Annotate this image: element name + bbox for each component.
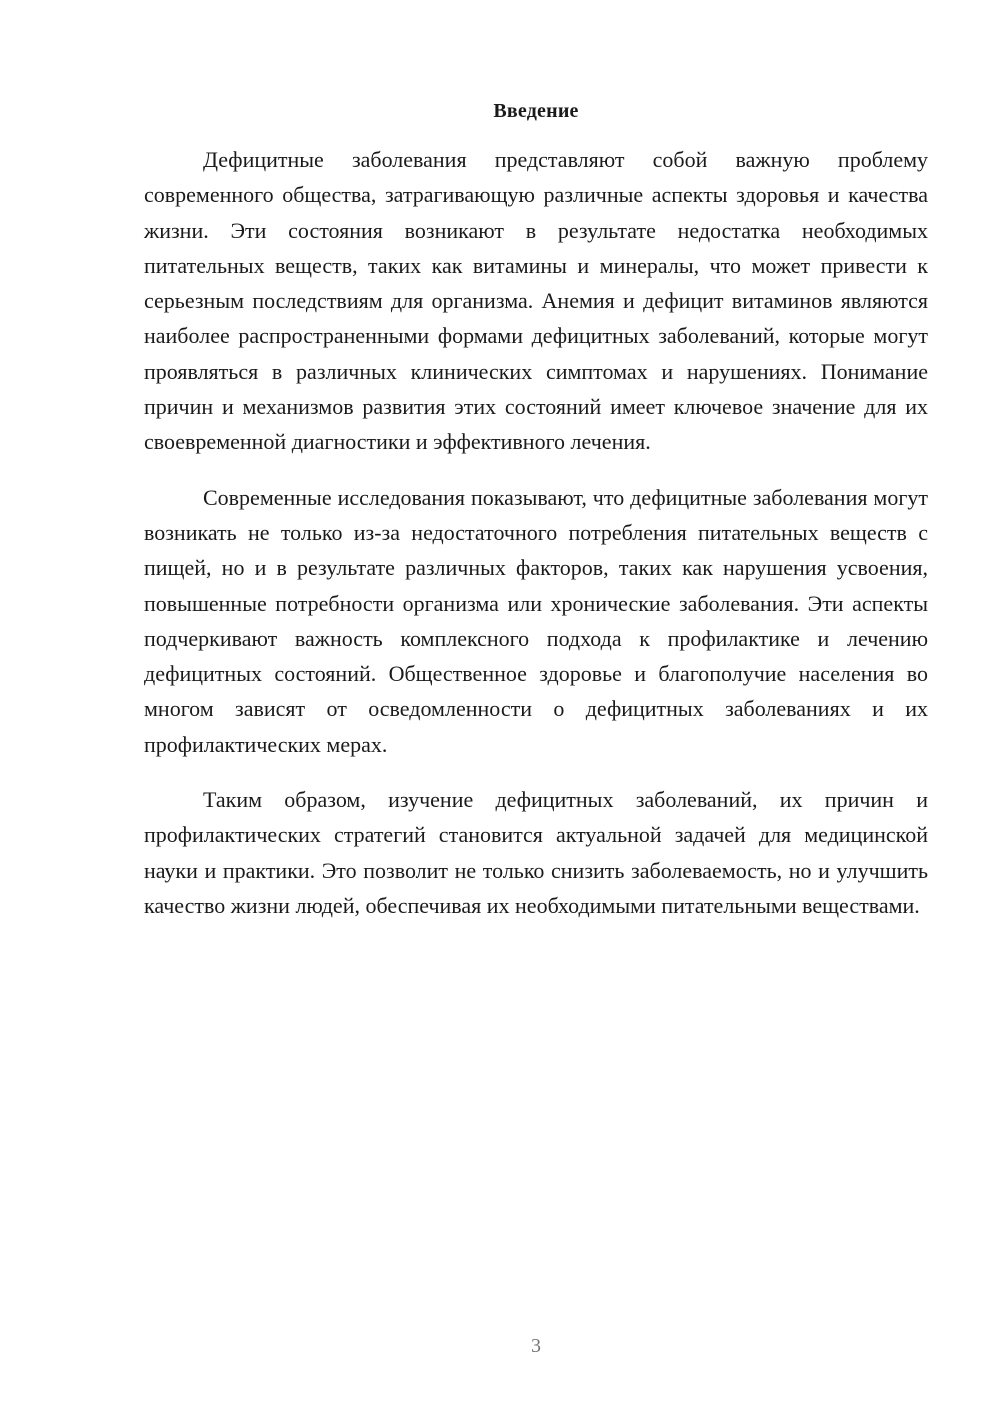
paragraph-3: Таким образом, изучение дефицитных заболеваний, их причин и профилактических стратегий становится актуальной задачей для медицинской науки и практики. Это позволит не только снизить заболеваемость, но и улучшить качество жизни людей, обеспечивая их необходимыми питательными веществами. [144,787,928,918]
paragraph-1: Дефицитные заболевания представляют собой важную проблему современного общества, затрагивающую различные аспекты здоровья и качества жизни. Эти состояния возникают в результате недостатка необходимых питательных веществ, таких как витамины и минералы, что может привести к серьезным последствиям для организма. Анемия и дефицит витаминов являются наиболее распространенными формами дефицитных заболеваний, которые могут проявляться в различных клинических симптомах и нарушениях. Понимание причин и механизмов развития этих состояний имеет ключевое значение для их своевременной диагностики и эффективного лечения. [144,147,928,455]
body-text [144,142,928,943]
paragraph-2: Современные исследования показывают, что дефицитные заболевания могут возникать не только из-за недостаточного потребления питательных веществ с пищей, но и в результате различных факторов, таких как нарушения усвоения, повышенные потребности организма или хронические заболевания. Эти аспекты подчеркивают важность комплексного подхода к профилактике и лечению дефицитных состояний. Общественное здоровье и благополучие населения во многом зависят от осведомленности о дефицитных заболеваниях и их профилактических мерах. [144,484,928,757]
page-number: 3 [531,1335,541,1357]
section-heading: Введение [493,100,579,122]
